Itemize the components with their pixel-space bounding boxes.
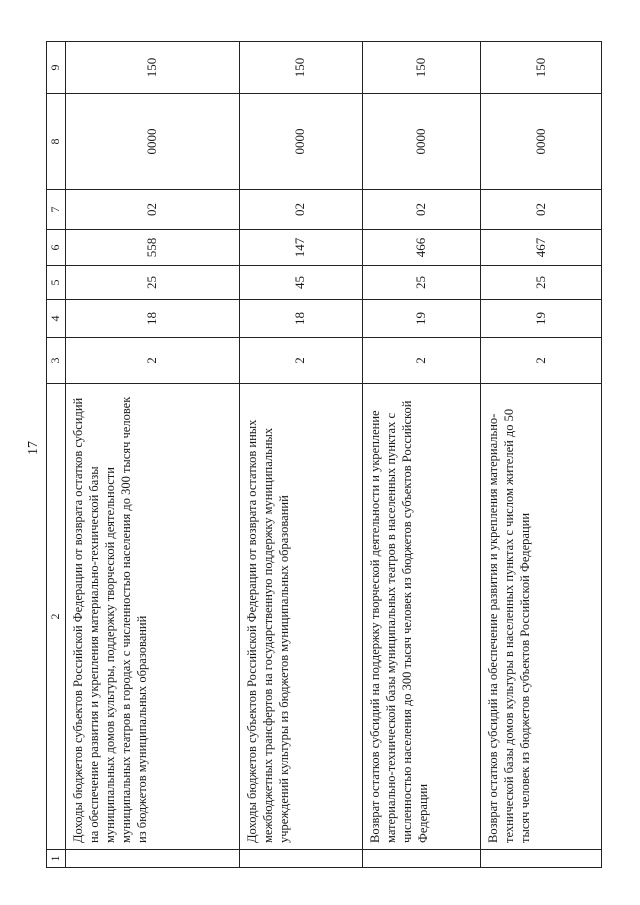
row-col1 bbox=[481, 850, 602, 868]
row-c3: 2 bbox=[66, 338, 240, 384]
rotated-table-container bbox=[46, 42, 602, 868]
row-c7: 02 bbox=[481, 190, 602, 230]
row-c5: 25 bbox=[481, 266, 602, 300]
header-cell-3: 3 bbox=[47, 338, 66, 384]
row-c8: 0000 bbox=[239, 94, 362, 190]
row-c9: 150 bbox=[362, 42, 481, 94]
header-cell-2: 2 bbox=[47, 384, 66, 850]
header-row bbox=[47, 42, 66, 868]
row-c7: 02 bbox=[66, 190, 240, 230]
row-description: Возврат остатков субсидий на обеспечение развития и укрепления материально-технической базы домов культуры в населенных пунктах с числом жителей до 50 тысяч человек из бюджетов субъектов Российской Федерации bbox=[481, 384, 602, 850]
header-cell-1: 1 bbox=[47, 850, 66, 868]
row-c6: 147 bbox=[239, 230, 362, 266]
row-col1 bbox=[362, 850, 481, 868]
header-cell-6: 6 bbox=[47, 230, 66, 266]
row-c5: 45 bbox=[239, 266, 362, 300]
row-c3: 2 bbox=[362, 338, 481, 384]
row-col1 bbox=[66, 850, 240, 868]
row-c4: 19 bbox=[362, 300, 481, 338]
header-cell-5: 5 bbox=[47, 266, 66, 300]
row-c8: 0000 bbox=[66, 94, 240, 190]
table-row bbox=[239, 42, 362, 868]
row-c3: 2 bbox=[239, 338, 362, 384]
header-cell-9: 9 bbox=[47, 42, 66, 94]
budget-table bbox=[46, 41, 602, 868]
row-c5: 25 bbox=[362, 266, 481, 300]
row-c3: 2 bbox=[481, 338, 602, 384]
row-c7: 02 bbox=[239, 190, 362, 230]
row-c6: 558 bbox=[66, 230, 240, 266]
row-c5: 25 bbox=[66, 266, 240, 300]
table-row bbox=[66, 42, 240, 868]
header-cell-8: 8 bbox=[47, 94, 66, 190]
header-cell-7: 7 bbox=[47, 190, 66, 230]
header-cell-4: 4 bbox=[47, 300, 66, 338]
table-row bbox=[362, 42, 481, 868]
row-c6: 466 bbox=[362, 230, 481, 266]
row-c4: 19 bbox=[481, 300, 602, 338]
row-c8: 0000 bbox=[481, 94, 602, 190]
row-description: Возврат остатков субсидий на поддержку творческой деятельности и укрепление материально-технической базы муниципальных театров в населенных пунктах с численностью населения до 300 тысяч человек из бюджетов субъектов Российской Федерации bbox=[362, 384, 481, 850]
row-description: Доходы бюджетов субъектов Российской Федерации от возврата остатков субсидий на обеспечение развития и укрепления материально-технической базы муниципальных домов культуры, поддержку творческой деятельности муниципальных театров в городах с численностью населения до 300 тысяч человек из бюджетов муниципальных образований bbox=[66, 384, 240, 850]
table-row bbox=[481, 42, 602, 868]
row-c8: 0000 bbox=[362, 94, 481, 190]
row-c6: 467 bbox=[481, 230, 602, 266]
row-c4: 18 bbox=[66, 300, 240, 338]
page-number: 17 bbox=[26, 441, 41, 455]
row-c4: 18 bbox=[239, 300, 362, 338]
row-description: Доходы бюджетов субъектов Российской Федерации от возврата остатков иных межбюджетных трансфертов на государственную поддержку муниципальных учреждений культуры из бюджетов муниципальных образований bbox=[239, 384, 362, 850]
row-c7: 02 bbox=[362, 190, 481, 230]
row-col1 bbox=[239, 850, 362, 868]
row-c9: 150 bbox=[481, 42, 602, 94]
row-c9: 150 bbox=[66, 42, 240, 94]
row-c9: 150 bbox=[239, 42, 362, 94]
